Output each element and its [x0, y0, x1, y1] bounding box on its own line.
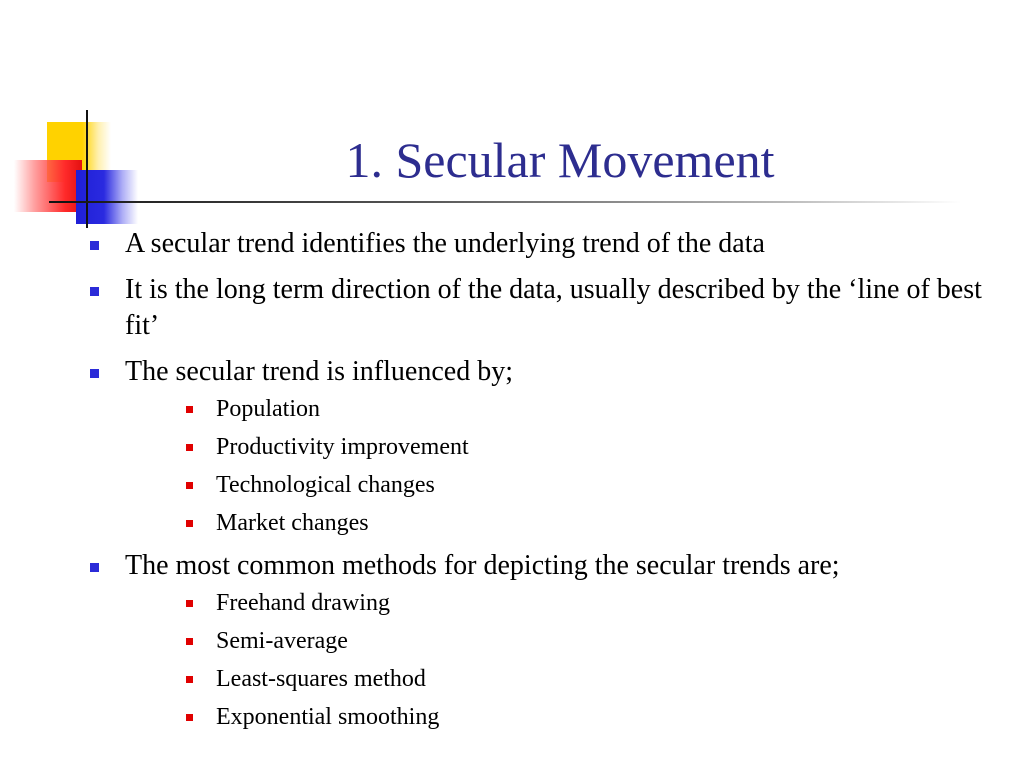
sub-bullet-item	[170, 664, 1004, 694]
sub-bullet-text: Technological changes	[216, 472, 435, 498]
sub-bullet-item	[170, 508, 1004, 538]
decorative-vertical-line	[86, 110, 88, 228]
sub-bullet-item	[170, 470, 1004, 500]
square-sub-bullet-icon	[186, 638, 193, 645]
square-bullet-icon	[90, 241, 99, 250]
sub-bullet-item	[170, 432, 1004, 462]
bullet-item	[0, 548, 1024, 732]
square-sub-bullet-icon	[186, 676, 193, 683]
bullet-item	[0, 272, 1024, 344]
bullet-item	[0, 226, 1024, 262]
sub-bullet-item	[170, 702, 1004, 732]
square-bullet-icon	[90, 563, 99, 572]
square-bullet-icon	[90, 369, 99, 378]
sub-bullet-item	[170, 394, 1004, 424]
sub-bullet-text: Semi-average	[216, 628, 348, 654]
title-underline	[49, 201, 961, 203]
square-sub-bullet-icon	[186, 444, 193, 451]
sub-bullet-text: Market changes	[216, 510, 369, 536]
sub-bullet-text: Exponential smoothing	[216, 704, 440, 730]
bullet-text: The most common methods for depicting the secular trends are;	[125, 550, 840, 581]
slide-content	[0, 226, 1024, 742]
bullet-list	[0, 226, 1024, 732]
decorative-red-square	[14, 160, 82, 212]
square-sub-bullet-icon	[186, 714, 193, 721]
bullet-text: It is the long term direction of the data, usually described by the ‘line of best fit’	[125, 274, 982, 341]
slide-title: 1. Secular Movement	[345, 132, 775, 188]
sub-bullet-list	[170, 394, 1004, 538]
sub-bullet-text: Freehand drawing	[216, 590, 390, 616]
bullet-text: The secular trend is influenced by;	[125, 356, 513, 387]
square-sub-bullet-icon	[186, 520, 193, 527]
sub-bullet-text: Productivity improvement	[216, 434, 469, 460]
bullet-text: A secular trend identifies the underlying trend of the data	[125, 228, 765, 259]
square-sub-bullet-icon	[186, 406, 193, 413]
square-sub-bullet-icon	[186, 600, 193, 607]
sub-bullet-item	[170, 626, 1004, 656]
sub-bullet-text: Least-squares method	[216, 666, 426, 692]
sub-bullet-item	[170, 588, 1004, 618]
sub-bullet-text: Population	[216, 396, 321, 422]
bullet-item	[0, 354, 1024, 538]
square-bullet-icon	[90, 287, 99, 296]
sub-bullet-list	[170, 588, 1004, 732]
square-sub-bullet-icon	[186, 482, 193, 489]
